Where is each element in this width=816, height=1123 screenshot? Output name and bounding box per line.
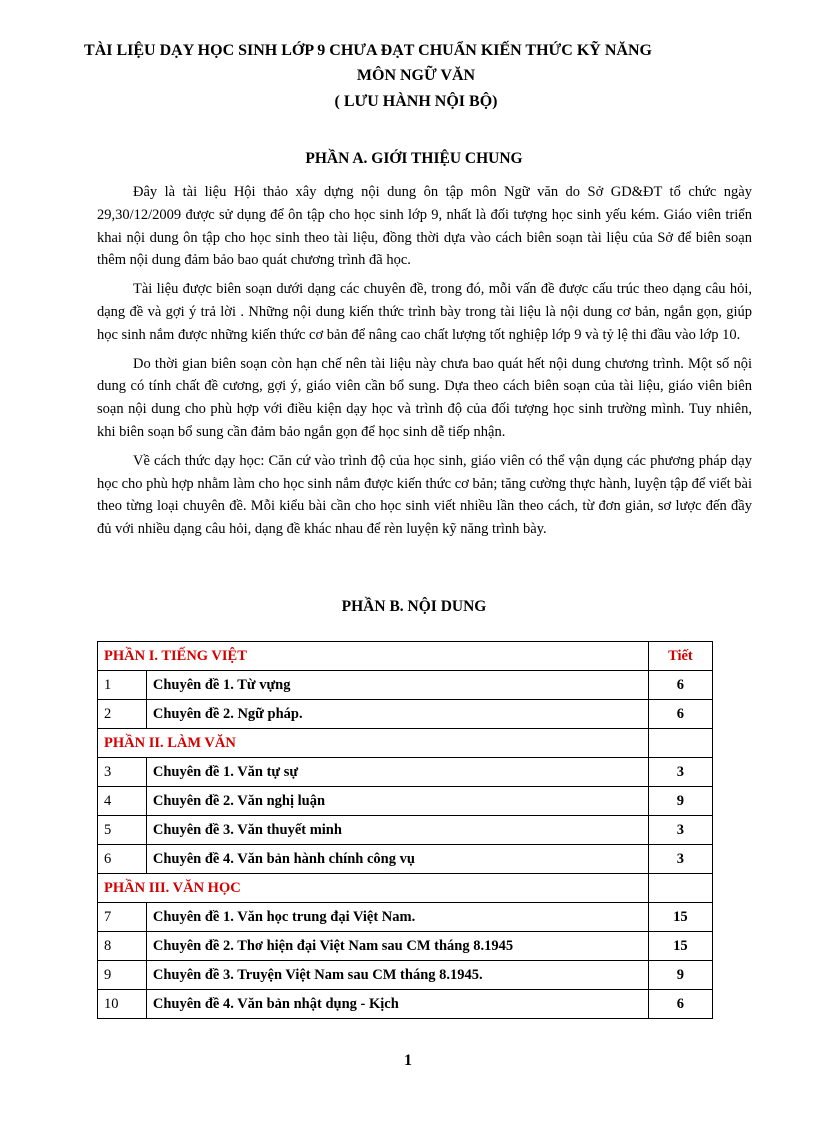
paragraph: Tài liệu được biên soạn dưới dạng các chuyên đề, trong đó, mỗi vấn đề được cấu trúc theo dạng câu hỏi, dạng đề và gợi ý trả lời . Những nội dung kiến thức trình bày trong tài liệu là nội dung cơ bản, ngắn gọn, giúp học sinh nắm được những kiến thức cơ bản để nâng cao chất lượng tốt nghiệp lớp 9 và tỷ lệ thi đầu vào lớp 10. xyxy=(97,281,752,343)
topic-title: Chuyên đề 1. Văn học trung đại Việt Nam. xyxy=(146,903,648,932)
table-row xyxy=(98,903,713,932)
period-count: 15 xyxy=(648,903,712,932)
period-cell-empty xyxy=(648,874,712,903)
row-number: 3 xyxy=(98,758,147,787)
topic-title: Chuyên đề 4. Văn bản nhật dụng - Kịch xyxy=(146,990,648,1019)
part-label: PHẦN III. VĂN HỌC xyxy=(98,874,649,903)
period-count: 9 xyxy=(648,787,712,816)
part-row xyxy=(98,729,713,758)
table-row xyxy=(98,816,713,845)
document-title: TÀI LIỆU DẠY HỌC SINH LỚP 9 CHƯA ĐẠT CHUẨN KIẾN THỨC KỸ NĂNG xyxy=(84,42,652,59)
row-number: 4 xyxy=(98,787,147,816)
row-number: 2 xyxy=(98,700,147,729)
table-row xyxy=(98,961,713,990)
section-b-heading: PHẦN B. NỘI DUNG xyxy=(341,598,487,615)
table-row xyxy=(98,845,713,874)
period-count: 3 xyxy=(648,758,712,787)
paragraph: Về cách thức dạy học: Căn cứ vào trình độ của học sinh, giáo viên có thể vận dụng các phương pháp dạy học cho phù hợp nhằm làm cho học sinh nắm được kiến thức cơ bản; tăng cường thực hành, luyện tập để viết bài theo từng loại chuyên đề. Mỗi kiểu bài cần cho học sinh viết nhiều lần theo cách, từ đơn giản, sơ lược đến đầy đủ với nhiều dạng câu hỏi, dạng đề khác nhau để rèn luyện kỹ năng trình bày. xyxy=(97,452,752,538)
table-row xyxy=(98,671,713,700)
part-row xyxy=(98,874,713,903)
paragraph: Đây là tài liệu Hội thảo xây dựng nội dung ôn tập môn Ngữ văn do Sở GD&ĐT tổ chức ngày 29,30/12/2009 được sử dụng để ôn tập cho học sinh lớp 9, nhất là đối tượng học sinh yếu kém. Giáo viên triển khai nội dung ôn tập cho học sinh theo tài liệu, đồng thời dựa vào cách biên soạn tài liệu của Sở để biên soạn thêm nội dung đảm bảo bao quát chương trình đã học. xyxy=(97,184,752,269)
period-count: 9 xyxy=(648,961,712,990)
period-count: 3 xyxy=(648,845,712,874)
period-cell-empty xyxy=(648,729,712,758)
period-count: 3 xyxy=(648,816,712,845)
table-row xyxy=(98,787,713,816)
subject-title: MÔN NGỮ VĂN xyxy=(356,67,476,84)
topic-title: Chuyên đề 3. Truyện Việt Nam sau CM tháng 8.1945. xyxy=(146,961,648,990)
topic-title: Chuyên đề 2. Văn nghị luận xyxy=(146,787,648,816)
part-row xyxy=(98,642,713,671)
table-row xyxy=(98,990,713,1019)
row-number: 1 xyxy=(98,671,147,700)
section-a-heading: PHẦN A. GIỚI THIỆU CHUNG xyxy=(305,150,523,167)
period-count: 6 xyxy=(648,990,712,1019)
period-count: 15 xyxy=(648,932,712,961)
topic-title: Chuyên đề 3. Văn thuyết minh xyxy=(146,816,648,845)
period-count: 6 xyxy=(648,671,712,700)
part-label: PHẦN I. TIẾNG VIỆT xyxy=(98,642,649,671)
row-number: 10 xyxy=(98,990,147,1019)
period-count: 6 xyxy=(648,700,712,729)
content-table xyxy=(97,641,713,1019)
circulation-note: ( LƯU HÀNH NỘI BỘ) xyxy=(334,93,498,110)
table-row xyxy=(98,700,713,729)
topic-title: Chuyên đề 4. Văn bản hành chính công vụ xyxy=(146,845,648,874)
row-number: 7 xyxy=(98,903,147,932)
part-label: PHẦN II. LÀM VĂN xyxy=(98,729,649,758)
topic-title: Chuyên đề 2. Ngữ pháp. xyxy=(146,700,648,729)
section-a-body xyxy=(97,181,752,547)
row-number: 6 xyxy=(98,845,147,874)
topic-title: Chuyên đề 1. Từ vựng xyxy=(146,671,648,700)
row-number: 8 xyxy=(98,932,147,961)
table-row xyxy=(98,932,713,961)
paragraph: Do thời gian biên soạn còn hạn chế nên tài liệu này chưa bao quát hết nội dung chương trình. Một số nội dung có tính chất đề cương, gợi ý, giáo viên cần bổ sung. Dựa theo cách biên soạn của tài liệu, giáo viên biên soạn nội dung cho phù hợp với điều kiện dạy học và trình độ của đối tượng học sinh trường mình. Tuy nhiên, khi biên soạn bổ sung cần đảm bảo ngắn gọn để học sinh dễ tiếp nhận. xyxy=(97,355,752,440)
page-number: 1 xyxy=(404,1052,412,1069)
row-number: 5 xyxy=(98,816,147,845)
topic-title: Chuyên đề 2. Thơ hiện đại Việt Nam sau CM tháng 8.1945 xyxy=(146,932,648,961)
period-header: Tiết xyxy=(648,642,712,671)
topic-title: Chuyên đề 1. Văn tự sự xyxy=(146,758,648,787)
row-number: 9 xyxy=(98,961,147,990)
table-row xyxy=(98,758,713,787)
